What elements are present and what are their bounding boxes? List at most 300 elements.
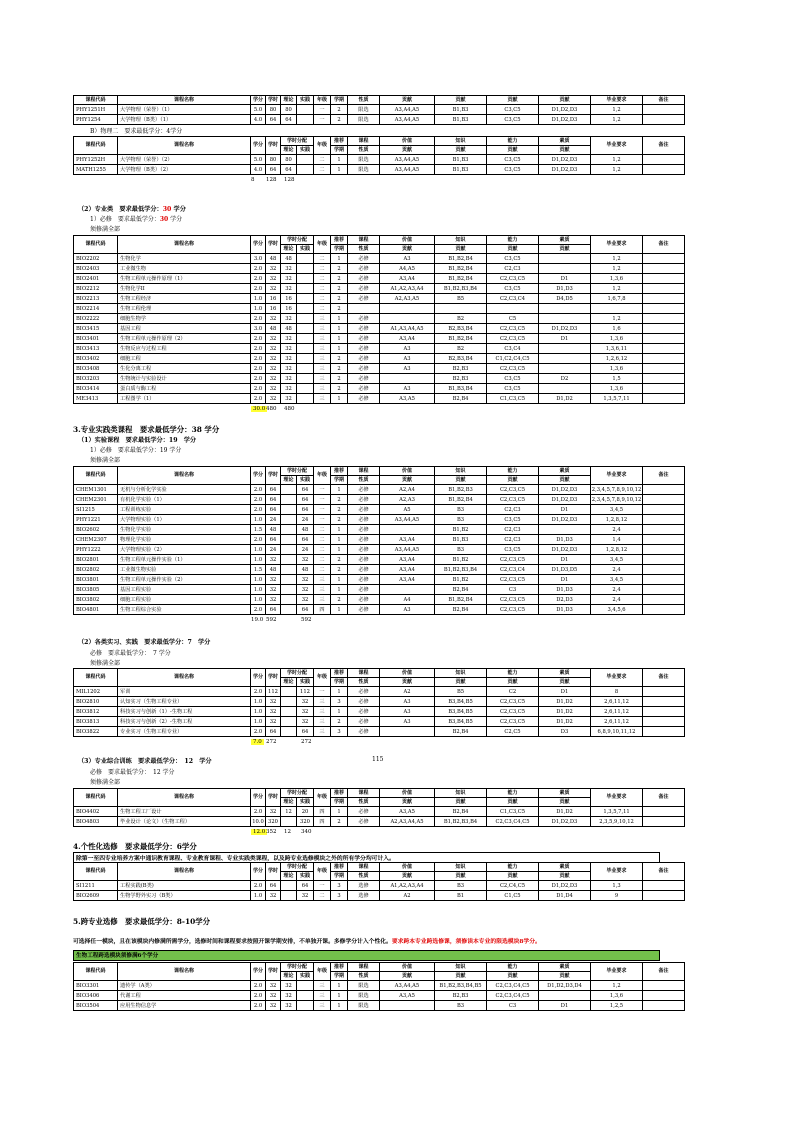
cell: 三 (314, 991, 331, 1001)
col-theory: 理论 (281, 96, 297, 105)
cell: 生物工程综合实验 (118, 605, 251, 615)
cell: 48 (297, 565, 314, 575)
cell: 必修 (348, 565, 380, 575)
cell: D1 (539, 274, 591, 284)
cell: 必修 (348, 294, 380, 304)
col-know-a: 知识 (435, 789, 487, 798)
cell: 1,2,5 (591, 1001, 643, 1011)
cell: 2,3,4,5,7,8,9,10,12 (591, 496, 642, 503)
cell: C2,C5 (487, 727, 539, 737)
cell: 16 (266, 304, 281, 314)
cell: 1 (331, 981, 348, 991)
col-year: 年级 (314, 963, 331, 981)
cell: C2,C3,C5 (487, 485, 539, 495)
cell: C2,C3,C4 (487, 294, 539, 304)
cell: BIO2202 (74, 254, 118, 264)
cell: A3,A5 (380, 394, 435, 404)
cell: 军训 (118, 687, 251, 697)
cross-major-module-bar: 生物工程跨选模块须修满6个学分 (73, 950, 660, 961)
cell: BIO2802 (74, 565, 118, 575)
cell: D1,D2,D3 (539, 105, 591, 115)
cell: D1,D2 (539, 717, 591, 727)
cell: PHY1254 (74, 115, 118, 125)
cell (539, 344, 591, 354)
cell: C3,C5 (487, 105, 539, 115)
cell: BIO3802 (74, 595, 118, 605)
cell: 二 (314, 535, 331, 545)
cell: 64 (266, 727, 281, 737)
cell: 2 (331, 515, 348, 525)
cross-major-table (73, 962, 685, 1011)
col-ability-a: 能力 (487, 789, 539, 798)
col-value-b: 贡献 (380, 678, 435, 687)
cell (539, 304, 591, 314)
cell: C3,C5 (487, 254, 539, 264)
cell: B3 (435, 1001, 487, 1011)
cell-remark (643, 304, 685, 314)
cell: 2 (331, 374, 348, 384)
col-nature-b: 性质 (348, 972, 380, 981)
cell: 1.0 (251, 697, 266, 707)
cell: 32 (297, 891, 314, 901)
cell (297, 394, 314, 404)
cell-remark (643, 697, 685, 707)
cell: 必修 (348, 817, 380, 827)
cell: 2.0 (251, 364, 266, 374)
cell: 1,2 (591, 314, 643, 324)
cell (297, 155, 314, 165)
cell-remark (643, 891, 685, 901)
col-practice: 实践 (297, 96, 314, 105)
section-internship: （2）各类实习、实践 要求最低学分：7 学分 (78, 639, 211, 646)
cell: C2,C3 (487, 505, 539, 515)
col-ability-b: 贡献 (487, 245, 539, 254)
section-major-req: 1）必修 要求最低学分：30 学分 (90, 216, 183, 223)
cell: 限选 (348, 1001, 380, 1011)
col-name: 课程名称 (118, 669, 251, 687)
cell: D2,D3 (539, 595, 591, 605)
col-grad: 毕业要求 (591, 863, 643, 881)
cell-remark (643, 707, 685, 717)
cell: 2 (331, 555, 348, 565)
cell: 三 (314, 981, 331, 991)
col-semester-b: 学期 (331, 245, 348, 254)
cell: D1,D2,D3 (539, 165, 591, 175)
cell-remark (643, 384, 685, 394)
cell: B2,B4 (435, 727, 487, 737)
cell: A3 (380, 364, 435, 374)
col-remark: 备注 (643, 863, 685, 881)
table-row (74, 374, 685, 384)
total-value: 8 (251, 177, 255, 183)
cell: A3 (380, 707, 435, 717)
cell (539, 354, 591, 364)
cell: B3,B4,B5 (435, 717, 487, 727)
col-hours-dist: 学时分配 (281, 789, 314, 798)
cell: C2,C3,C4 (487, 565, 539, 575)
cell (297, 991, 314, 1001)
cell: 1 (331, 575, 348, 585)
col-quality-a: 素质 (539, 467, 591, 476)
cell: 生物化学 (118, 254, 251, 264)
cell: D1,D3 (539, 284, 591, 294)
cell: 64 (266, 881, 281, 891)
cell: 2.0 (251, 1001, 266, 1011)
cell: 必修 (348, 687, 380, 697)
cell: 2,4 (591, 595, 643, 605)
cell: 二 (314, 264, 331, 274)
cell-remark (643, 991, 685, 1001)
cell: 2.0 (251, 344, 266, 354)
cell (281, 687, 297, 697)
cell: A3 (380, 344, 435, 354)
cell: 限选 (348, 981, 380, 991)
cell: 生物工程工厂设计 (118, 807, 251, 817)
cell: 1 (331, 324, 348, 334)
cell-remark (643, 535, 685, 545)
cell: 3 (331, 881, 348, 891)
cell (281, 515, 297, 525)
cell: A3,A4,A5 (380, 115, 435, 125)
cell: B2,B3,B4 (435, 324, 487, 334)
cell: 2.0 (251, 727, 266, 737)
cell: CHEM2307 (74, 535, 118, 545)
cell: A2 (380, 687, 435, 697)
cell: 限选 (348, 105, 380, 115)
cell: 工业微生物 (118, 264, 251, 274)
col-hours: 学时 (266, 789, 281, 807)
col-value: 贡献 (380, 96, 435, 105)
cell: B1,B2,B3,B4 (435, 284, 487, 294)
col-ability-a: 能力 (487, 137, 539, 146)
cell: 64 (297, 485, 314, 495)
cell: 三 (314, 334, 331, 344)
cell: 2.0 (251, 981, 266, 991)
col-credit: 学分 (251, 863, 266, 881)
col-practice: 实践 (297, 798, 314, 807)
cell (539, 525, 591, 535)
col-grad: 毕业要求 (591, 789, 643, 807)
cell: 2.0 (251, 384, 266, 394)
table-row (74, 344, 685, 354)
col-quality-b: 贡献 (539, 476, 591, 485)
col-know-b: 贡献 (435, 245, 487, 254)
cell: 生化分离工程 (118, 364, 251, 374)
cell: C3,C5 (487, 384, 539, 394)
cell: 2,6,11,12 (591, 707, 643, 717)
col-ability: 贡献 (487, 96, 539, 105)
cell: 大学物理（B类）（2） (118, 165, 251, 175)
cell: BIO2602 (74, 525, 118, 535)
cell: B2,B4 (435, 394, 487, 404)
cell: B2,B3 (435, 364, 487, 374)
table-header-row (74, 669, 685, 678)
cell: 2.0 (251, 284, 266, 294)
cell: 1 (331, 545, 348, 555)
cell: D1,D2,D3 (539, 817, 591, 827)
cell (297, 304, 314, 314)
cell: A5 (380, 505, 435, 515)
cell: D1,D3 (539, 605, 591, 615)
cell-remark (643, 515, 685, 525)
cell: 三 (314, 717, 331, 727)
cell (380, 585, 435, 595)
cell (297, 254, 314, 264)
cell: 64 (266, 535, 281, 545)
cell: 三 (314, 1001, 331, 1011)
table-row (74, 364, 685, 374)
col-remark: 备注 (643, 137, 685, 155)
cell: 3.0 (251, 254, 266, 264)
cell (297, 294, 314, 304)
col-name: 课程名称 (118, 963, 251, 981)
col-semester-a: 推荐 (331, 963, 348, 972)
cell: A3,A4,A5 (380, 515, 435, 525)
cell: 1 (331, 585, 348, 595)
cell: 一 (314, 881, 331, 891)
table-header-row (74, 96, 685, 105)
cell: 1,2 (591, 165, 643, 175)
cell: C3,C5 (487, 165, 539, 175)
cell: BIO3301 (74, 981, 118, 991)
cell: B5 (435, 687, 487, 697)
cell-remark (643, 495, 685, 505)
cell: 1,3,6 (591, 991, 643, 1001)
physics-2-table (73, 136, 685, 175)
cell: 9 (591, 891, 643, 901)
table-row (74, 605, 685, 615)
cell: A3,A4 (380, 334, 435, 344)
cell: 二 (314, 165, 331, 175)
cell (297, 314, 314, 324)
cell: A2,A3,A5 (380, 294, 435, 304)
cell: 32 (281, 274, 297, 284)
col-nature-a: 课程 (348, 669, 380, 678)
cell: 64 (297, 535, 314, 545)
cell: D1,D2 (539, 807, 591, 817)
section-comprehensive: （3）专业综合训练 要求最低学分： 12 学分 (78, 758, 212, 765)
cell: B1,B3 (435, 165, 487, 175)
cell: C2,C3,C5 (487, 364, 539, 374)
physics-1-table (73, 95, 685, 125)
cell-remark (643, 881, 685, 891)
col-semester-b: 学期 (331, 476, 348, 485)
col-nature-a: 课程 (348, 467, 380, 476)
cell: 48 (281, 254, 297, 264)
section-internship-req: 必修 要求最低学分： 7 学分 (90, 650, 171, 657)
cell: 物理化学实验 (118, 535, 251, 545)
cell: B1,B3 (435, 155, 487, 165)
table-row (74, 165, 685, 175)
table-row (74, 585, 685, 595)
cell: CHEM1301 (74, 485, 118, 495)
cell (281, 697, 297, 707)
cell (380, 314, 435, 324)
total-value: 340 (301, 829, 312, 835)
col-hours-dist: 学时分配 (281, 467, 314, 476)
cell (281, 525, 297, 535)
cell: 四 (314, 817, 331, 827)
col-semester-b: 学期 (331, 146, 348, 155)
table-header-row (74, 236, 685, 245)
col-credit: 学分 (251, 789, 266, 807)
cell: 1.0 (251, 545, 266, 555)
cell: 3 (331, 727, 348, 737)
cell: 320 (266, 817, 281, 827)
cell: PHY1221 (74, 515, 118, 525)
cell: 限选 (348, 991, 380, 1001)
cell: C2,C3,C4,C5 (487, 991, 539, 1001)
cell (281, 555, 297, 565)
cell-remark (643, 254, 685, 264)
col-hours-dist: 学时分配 (281, 236, 314, 245)
col-year: 年级 (314, 863, 331, 881)
cell: 80 (281, 105, 297, 115)
cell: C3 (487, 1001, 539, 1011)
cell: A3,A4,A5 (380, 981, 435, 991)
table-header-row (74, 467, 685, 476)
cell: 一 (314, 105, 331, 115)
cell: 32 (281, 1001, 297, 1011)
cell: 必修 (348, 535, 380, 545)
table-row (74, 394, 685, 404)
cell: 80 (266, 155, 281, 165)
col-semester-b: 学期 (331, 872, 348, 881)
table-row (74, 727, 685, 737)
col-ability-b: 贡献 (487, 798, 539, 807)
col-hours: 学时 (266, 963, 281, 981)
cell: 32 (266, 274, 281, 284)
cell: 工程图学（1） (118, 394, 251, 404)
cell: 16 (281, 304, 297, 314)
cell: 生物工程单元操作原理（2） (118, 334, 251, 344)
cell: 二 (314, 565, 331, 575)
cell: BIO3408 (74, 364, 118, 374)
cell: 1,2 (591, 105, 643, 115)
cell: 1.0 (251, 707, 266, 717)
cell: 三 (314, 364, 331, 374)
cell: 2.0 (251, 605, 266, 615)
col-quality-b: 贡献 (539, 245, 591, 254)
col-semester: 学期 (331, 96, 348, 105)
cell: 1 (331, 605, 348, 615)
col-ability-a: 能力 (487, 669, 539, 678)
cell: 一 (314, 115, 331, 125)
cell: 1 (331, 707, 348, 717)
cell: 12 (281, 807, 297, 817)
cell: 80 (281, 155, 297, 165)
cell: 工程实践(B类) (118, 881, 251, 891)
cell: 1,2 (591, 981, 643, 991)
cell: B1,B3 (435, 535, 487, 545)
cell: B1,B2,B4 (435, 274, 487, 284)
cell: 80 (266, 105, 281, 115)
cell: C2,C3,C5 (487, 707, 539, 717)
cell: 四 (314, 807, 331, 817)
cell: 三 (314, 585, 331, 595)
cell (380, 374, 435, 384)
cell: 2 (331, 817, 348, 827)
cell: 2,6,11,12 (591, 717, 643, 727)
cell: A1,A3,A4,A5 (380, 324, 435, 334)
cell: 32 (266, 981, 281, 991)
col-code: 课程代码 (74, 96, 118, 105)
col-nature-b: 性质 (348, 678, 380, 687)
cell (297, 354, 314, 364)
table-row (74, 697, 685, 707)
cell: A3,A5 (380, 991, 435, 1001)
table-header-row (74, 863, 685, 872)
table-row (74, 324, 685, 334)
cell: 1,6 (591, 324, 643, 334)
cell (435, 304, 487, 314)
cell: 32 (281, 394, 297, 404)
cell: 2 (331, 364, 348, 374)
col-value-b: 贡献 (380, 798, 435, 807)
cell: 必修 (348, 344, 380, 354)
cell: 2 (331, 595, 348, 605)
col-ability-a: 能力 (487, 467, 539, 476)
cell (380, 304, 435, 314)
cell: 1,2 (591, 284, 643, 294)
cell: B3,B4,B5 (435, 707, 487, 717)
col-hours: 学时 (266, 236, 281, 254)
cell: 2 (331, 384, 348, 394)
cell: 1 (331, 525, 348, 535)
cell: BIO3415 (74, 324, 118, 334)
cell: D1,D2,D3 (539, 495, 591, 505)
col-semester-a: 推荐 (331, 467, 348, 476)
cell: 24 (266, 515, 281, 525)
cell: C2,C3,C4,C5 (487, 981, 539, 991)
col-value-a: 价值 (380, 789, 435, 798)
cell: B1,B2,B3,B4 (435, 565, 487, 575)
cell: MIL1202 (74, 687, 118, 697)
cell: 32 (281, 334, 297, 344)
col-code: 课程代码 (74, 236, 118, 254)
cell: B1,B2 (435, 575, 487, 585)
cell: 科技实习与创新（2）-生物工程 (118, 717, 251, 727)
cell: 必修 (348, 605, 380, 615)
cell: 32 (266, 575, 281, 585)
cell: 64 (266, 495, 281, 505)
cell: 2.0 (251, 334, 266, 344)
cell: SI1211 (74, 881, 118, 891)
cell-remark (643, 981, 685, 991)
cell: 必修 (348, 384, 380, 394)
table-row (74, 254, 685, 264)
table-row (74, 991, 685, 1001)
cell: D1 (539, 334, 591, 344)
cell-remark (643, 807, 685, 817)
col-year: 年级 (314, 96, 331, 105)
cell: A3 (380, 605, 435, 615)
cell: C1,C3,C5 (487, 807, 539, 817)
cell: ME3413 (74, 394, 118, 404)
cell: 64 (297, 495, 314, 505)
cell: B3 (435, 515, 487, 525)
cell: 32 (281, 374, 297, 384)
section-personal-elective: 4.个性化选修 要求最低学分：6学分 (73, 842, 197, 851)
cell: CHEM2301 (74, 495, 118, 505)
cell-remark (643, 817, 685, 827)
col-know-a: 知识 (435, 963, 487, 972)
cell: 1.0 (251, 585, 266, 595)
cell: 32 (266, 344, 281, 354)
col-remark: 备注 (643, 789, 685, 807)
col-ability-b: 贡献 (487, 872, 539, 881)
cell-remark (643, 155, 685, 165)
